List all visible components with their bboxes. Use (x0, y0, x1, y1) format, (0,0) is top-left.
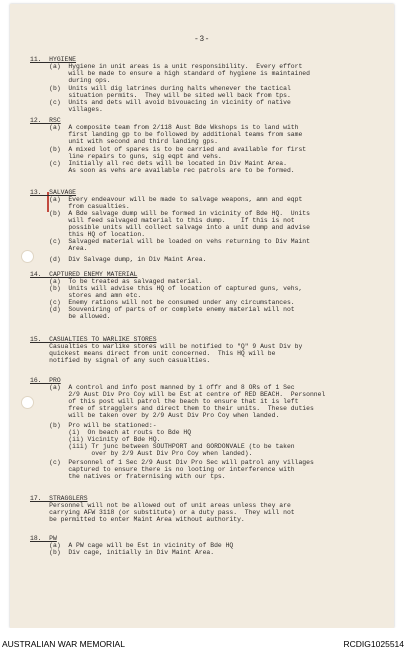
text-line: (b) Div cage, initially in Div Maint Area. (30, 549, 215, 556)
page-number: -3- (194, 35, 210, 44)
text-line: (c) Salvaged material will be loaded on vehs returning to Div Maint (30, 238, 310, 245)
text-line: the natives or fraternising with our tps. (30, 473, 226, 480)
heading-rsc: 12. RSC (30, 117, 61, 124)
text-line: will be taken over by 2/9 Aust Div Pro Coy when landed. (30, 412, 280, 419)
text-line: (a) A composite team from 2/118 Aust Bde Wkshops is to land with (30, 124, 299, 131)
text-line: captured to ensure there is no looting or interference with (30, 466, 295, 473)
text-line: this HQ of location. (30, 231, 146, 238)
text-line: (d) Div Salvage dump, in Div Maint Area. (30, 256, 207, 263)
text-line: (a) To be treated as salvaged material. (30, 278, 203, 285)
heading-pw: 18. PW (30, 535, 57, 542)
text-line: unit with second and third landing gps. (30, 138, 218, 145)
text-line: (iii) Tr junc between SOUTHPORT and GORDONVALE (to be taken (30, 443, 295, 450)
text-line: (b) Pro will be stationed:- (30, 422, 157, 429)
document-page (10, 4, 394, 628)
text-line: notified by signal of any such casualties. (30, 357, 211, 364)
text-line: As soon as vehs are available rec patrols are to be formed. (30, 167, 295, 174)
text-line: (a) A control and info post manned by 1 offr and 8 ORs of 1 Sec (30, 384, 295, 391)
text-line: of this post will patrol the beach to ensure that it is left (30, 398, 299, 405)
text-line: (a) Every endeavour will be made to salvage weapons, amn and eqpt (30, 196, 303, 203)
archive-footer (0, 628, 407, 654)
text-line: villages. (30, 106, 103, 113)
text-line: be permitted to enter Maint Area without authority. (30, 516, 245, 523)
text-line: situation permits. They will be sited well back from tps. (30, 92, 291, 99)
text-line: be allowed. (30, 313, 111, 320)
text-line: (c) Units and dets will avoid bivouacing in vicinity of native (30, 99, 291, 106)
heading-casualties-to-warlike-stores: 15. CASUALTIES TO WARLIKE STORES (30, 336, 157, 343)
heading-stragglers: 17. STRAGGLERS (30, 495, 88, 502)
archive-name: AUSTRALIAN WAR MEMORIAL (2, 639, 125, 649)
text-line: (i) On beach at routs to Bde HQ (30, 429, 192, 436)
text-line: during ops. (30, 77, 111, 84)
text-line: (c) Enemy rations will not be consumed under any circumstances. (30, 299, 295, 306)
heading-salvage: 13. SALVAGE (30, 189, 77, 196)
text-line: (b) Units will dig latrines during halts whenever the tactical (30, 85, 291, 92)
text-line: Area. (30, 245, 88, 252)
text-line: quickest means direct from unit concerned. This HQ will be (30, 350, 276, 357)
text-line: (a) A PW cage will be Est in vicinity of Bde HQ (30, 542, 234, 549)
text-line: (c) Initially all rec dets will be located in Div Maint Area. (30, 160, 287, 167)
text-line: 2/9 Aust Div Pro Coy will be Est at centre of RED BEACH. Personnel (30, 391, 326, 398)
text-line: (b) A Bde salvage dump will be formed in vicinity of Bde HQ. Units (30, 210, 310, 217)
text-line: carrying AFW 3118 (or substitute) or a duty pass. They will not (30, 509, 295, 516)
text-line: (c) Personnel of 1 Sec 2/9 Aust Div Pro Sec will patrol any villages (30, 459, 314, 466)
text-line: free of stragglers and direct them to their units. These duties (30, 405, 314, 412)
text-line: (ii) Vicinity of Bde HQ. (30, 436, 161, 443)
document-reference: RCDIG1025514 (343, 639, 404, 649)
text-line: will feed salvaged material to this dump. If this is not (30, 217, 295, 224)
heading-hygiene: 11. HYGIENE (30, 56, 77, 63)
text-line: over by 2/9 Aust Div Pro Coy when landed). (30, 450, 253, 457)
text-line: (b) A mixed lot of spares is to be carried and available for first (30, 146, 307, 153)
text-line: (d) Souveniring of parts of or complete enemy material will not (30, 306, 295, 313)
text-line: will be made to ensure a high standard of hygiene is maintained (30, 70, 310, 77)
text-line: (a) Hygiene in unit areas is a unit responsibility. Every effort (30, 63, 303, 70)
text-line: possible units will collect salvage into a unit dump and advise (30, 224, 310, 231)
text-line: Casualties to warlike stores will be notified to "Q" 9 Aust Div by (30, 343, 303, 350)
text-line: line repairs to guns, sig eqpt and vehs. (30, 153, 222, 160)
text-line: stores and amn etc. (30, 292, 142, 299)
text-line: Personnel will not be allowed out of unit areas unless they are (30, 502, 291, 509)
heading-captured-enemy-material: 14. CAPTURED ENEMY MATERIAL (30, 271, 138, 278)
heading-pro: 16. PRO (30, 377, 61, 384)
text-line: (b) Units will advise this HQ of location of captured guns, vehs, (30, 285, 303, 292)
text-line: first landing gp to be followed by additional teams from same (30, 131, 303, 138)
text-line: from casualties. (30, 203, 130, 210)
